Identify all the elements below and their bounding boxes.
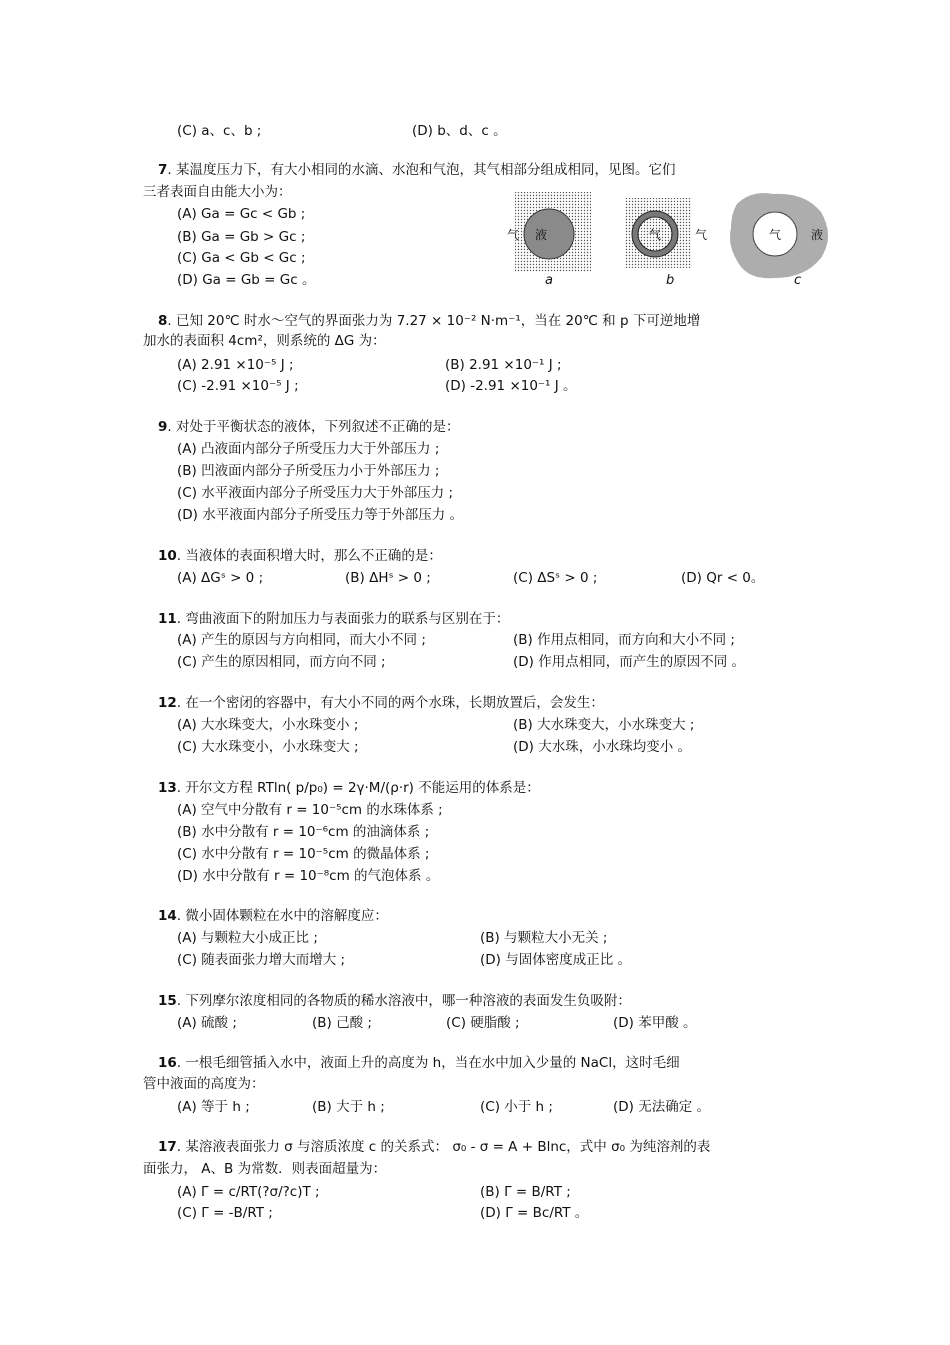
q10-option-b: (B) ΔHˢ > 0 ; xyxy=(345,570,431,586)
q14-option-a: (A) 与颗粒大小成正比 ; xyxy=(177,930,318,946)
question-text: . 弯曲液面下的附加压力与表面张力的联系与区别在于： xyxy=(176,611,510,627)
question-text: . 微小固体颗粒在水中的溶解度应： xyxy=(176,908,388,924)
q12-option-a: (A) 大水珠变大，小水珠变小 ; xyxy=(177,717,359,733)
q11-option-c: (C) 产生的原因相同，而方向不同 ; xyxy=(177,654,386,670)
question-17 xyxy=(158,1138,710,1156)
question-number: 17 xyxy=(158,1139,177,1155)
q11-option-a: (A) 产生的原因与方向相同，而大小不同 ; xyxy=(177,632,426,648)
q14-option-d: (D) 与固体密度成正比 。 xyxy=(480,952,632,968)
q16-option-b: (B) 大于 h ; xyxy=(312,1099,385,1115)
question-15 xyxy=(158,992,631,1010)
question-7 xyxy=(158,161,676,179)
q7-option-a: (A) Ga = Gc < Gb ; xyxy=(177,206,306,222)
q16-option-d: (D) 无法确定 。 xyxy=(613,1099,711,1115)
figure-a-caption: a xyxy=(545,273,553,288)
question-number: 14 xyxy=(158,908,177,924)
question-text: . 一根毛细管插入水中，液面上升的高度为 h，当在水中加入少量的 NaCl，这时毛细 xyxy=(176,1055,680,1071)
q9-option-c: (C) 水平液面内部分子所受压力大于外部压力 ; xyxy=(177,485,454,501)
question-number: 10 xyxy=(158,548,177,564)
question-14 xyxy=(158,907,388,925)
question-number: 16 xyxy=(158,1055,177,1071)
question-number: 15 xyxy=(158,993,177,1009)
q7-option-d: (D) Ga = Gb = Gc 。 xyxy=(177,272,316,288)
q7-option-c: (C) Ga < Gb < Gc ; xyxy=(177,250,306,266)
question-text: . 某溶液表面张力 σ 与溶质浓度 c 的关系式： σ₀ - σ = A + Blnc，式中 σ₀ 为纯溶剂的表 xyxy=(176,1139,711,1155)
question-16-text-cont: 管中液面的高度为： xyxy=(143,1076,265,1092)
figure-b-inner-label: 气 xyxy=(649,228,662,242)
q15-option-c: (C) 硬脂酸 ; xyxy=(446,1015,520,1031)
q12-option-b: (B) 大水珠变大，小水珠变大 ; xyxy=(513,717,695,733)
q13-option-a: (A) 空气中分散有 r = 10⁻⁵cm 的水珠体系 ; xyxy=(177,802,443,818)
figure-a-inner-label: 液 xyxy=(535,228,548,242)
question-16 xyxy=(158,1054,680,1072)
question-text: . 某温度压力下，有大小相同的水滴、水泡和气泡，其气相部分组成相同，见图。它们 xyxy=(167,162,676,178)
option-d-prev: (D) b、d、c 。 xyxy=(412,123,507,139)
q7-option-b: (B) Ga = Gb > Gc ; xyxy=(177,229,306,245)
question-17-text-cont: 面张力， A、B 为常数．则表面超量为： xyxy=(143,1161,387,1177)
figure-c-inner-label: 气 xyxy=(769,228,782,242)
q17-option-b: (B) Γ = B/RT ; xyxy=(480,1184,571,1200)
q15-option-d: (D) 苯甲酸 。 xyxy=(613,1015,697,1031)
figure-b-caption: b xyxy=(666,273,675,288)
question-8-text-cont: 加水的表面积 4cm²，则系统的 ΔG 为： xyxy=(143,333,386,349)
question-7-text-cont: 三者表面自由能大小为： xyxy=(143,184,292,200)
q11-option-d: (D) 作用点相同，而产生的原因不同 。 xyxy=(513,654,746,670)
q8-option-a: (A) 2.91 ×10⁻⁵ J ; xyxy=(177,357,294,373)
question-number: 12 xyxy=(158,695,177,711)
figure-c-caption: c xyxy=(794,273,802,288)
q16-option-c: (C) 小于 h ; xyxy=(480,1099,553,1115)
droplet-bubble-figure xyxy=(505,188,835,292)
figure-c-outer-label: 液 xyxy=(811,228,824,242)
option-c-prev: (C) a、c、b ; xyxy=(177,123,262,139)
q17-option-d: (D) Γ = Bc/RT 。 xyxy=(480,1205,589,1221)
q9-option-d: (D) 水平液面内部分子所受压力等于外部压力 。 xyxy=(177,507,464,523)
q12-option-d: (D) 大水珠，小水珠均变小 。 xyxy=(513,739,692,755)
figure-a-outer-label: 气 xyxy=(507,228,520,242)
q8-option-c: (C) -2.91 ×10⁻⁵ J ; xyxy=(177,378,299,394)
q10-option-d: (D) Qr < 0。 xyxy=(681,570,765,586)
question-11 xyxy=(158,610,509,628)
q10-option-c: (C) ΔSˢ > 0 ; xyxy=(513,570,598,586)
q11-option-b: (B) 作用点相同，而方向和大小不同 ; xyxy=(513,632,735,648)
question-text: . 已知 20℃ 时水～空气的界面张力为 7.27 × 10⁻² N·m⁻¹，当在 20℃ 和 p 下可逆地增 xyxy=(167,313,701,329)
question-12 xyxy=(158,694,604,712)
q13-option-b: (B) 水中分散有 r = 10⁻⁶cm 的油滴体系 ; xyxy=(177,824,430,840)
q13-option-d: (D) 水中分散有 r = 10⁻⁸cm 的气泡体系 。 xyxy=(177,868,440,884)
q15-option-a: (A) 硫酸 ; xyxy=(177,1015,237,1031)
q17-option-a: (A) Γ = c/RT(?σ/?c)T ; xyxy=(177,1184,320,1200)
question-number: 8 xyxy=(158,313,168,329)
q8-option-d: (D) -2.91 ×10⁻¹ J 。 xyxy=(445,378,577,394)
figure-b-outer-label: 气 xyxy=(695,228,708,242)
q9-option-b: (B) 凹液面内部分子所受压力小于外部压力 ; xyxy=(177,463,440,479)
question-9 xyxy=(158,418,460,436)
question-text: . 下列摩尔浓度相同的各物质的稀水溶液中，哪一种溶液的表面发生负吸附： xyxy=(176,993,631,1009)
question-number: 13 xyxy=(158,780,177,796)
question-number: 7 xyxy=(158,162,168,178)
question-13 xyxy=(158,779,540,797)
question-text: . 当液体的表面积增大时，那么不正确的是： xyxy=(176,548,442,564)
q15-option-b: (B) 己酸 ; xyxy=(312,1015,372,1031)
q17-option-c: (C) Γ = -B/RT ; xyxy=(177,1205,273,1221)
q10-option-a: (A) ΔGˢ > 0 ; xyxy=(177,570,264,586)
q8-option-b: (B) 2.91 ×10⁻¹ J ; xyxy=(445,357,562,373)
q16-option-a: (A) 等于 h ; xyxy=(177,1099,250,1115)
question-text: . 开尔文方程 RTln( p/p₀) = 2γ·M/(ρ·r) 不能运用的体系是： xyxy=(176,780,540,796)
question-number: 9 xyxy=(158,419,168,435)
question-10 xyxy=(158,547,442,565)
question-text: . 对处于平衡状态的液体，下列叙述不正确的是： xyxy=(167,419,460,435)
question-number: 11 xyxy=(158,611,177,627)
q13-option-c: (C) 水中分散有 r = 10⁻⁵cm 的微晶体系 ; xyxy=(177,846,430,862)
question-8 xyxy=(158,312,700,330)
q14-option-c: (C) 随表面张力增大而增大 ; xyxy=(177,952,346,968)
figure-a-drop xyxy=(515,192,591,272)
q9-option-a: (A) 凸液面内部分子所受压力大于外部压力 ; xyxy=(177,441,440,457)
q14-option-b: (B) 与颗粒大小无关 ; xyxy=(480,930,608,946)
q12-option-c: (C) 大水珠变小，小水珠变大 ; xyxy=(177,739,359,755)
question-text: . 在一个密闭的容器中，有大小不同的两个水珠，长期放置后，会发生： xyxy=(176,695,604,711)
